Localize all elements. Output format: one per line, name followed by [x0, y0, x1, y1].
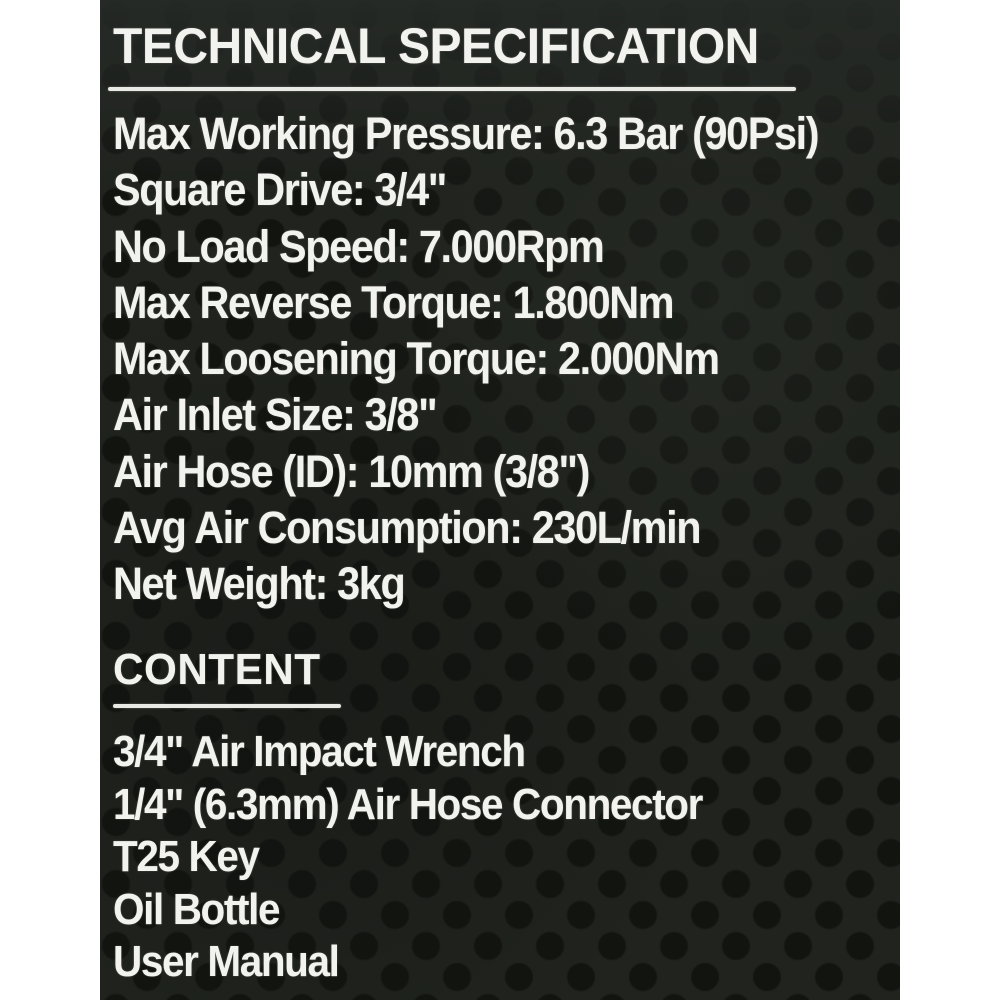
spec-line-max-working-pressure: Max Working Pressure: 6.3 Bar (90Psi)	[113, 108, 819, 159]
spec-line-net-weight: Net Weight: 3kg	[113, 558, 405, 610]
content-item-user-manual: User Manual	[113, 937, 339, 987]
content-section-title: CONTENT	[113, 645, 321, 694]
spec-panel	[100, 0, 900, 1000]
spec-line-avg-air-consumption: Avg Air Consumption: 230L/min	[113, 502, 701, 554]
content-title-underline	[113, 704, 341, 708]
spec-title-underline	[108, 87, 796, 91]
spec-line-max-loosening-torque: Max Loosening Torque: 2.000Nm	[113, 333, 719, 385]
spec-list	[113, 106, 818, 613]
spec-line-square-drive: Square Drive: 3/4"	[113, 164, 447, 216]
content-item-impact-wrench: 3/4" Air Impact Wrench	[113, 727, 525, 776]
spec-line-no-load-speed: No Load Speed: 7.000Rpm	[113, 220, 604, 272]
spec-line-air-inlet-size: Air Inlet Size: 3/8"	[113, 389, 437, 441]
spec-line-max-reverse-torque: Max Reverse Torque: 1.800Nm	[113, 276, 674, 328]
content-list	[113, 726, 702, 989]
spec-line-air-hose-id: Air Hose (ID): 10mm (3/8")	[113, 445, 590, 497]
content-item-t25-key: T25 Key	[113, 832, 259, 882]
content-item-hose-connector: 1/4" (6.3mm) Air Hose Connector	[113, 779, 703, 829]
spec-section-title: TECHNICAL SPECIFICATION	[113, 18, 759, 74]
content-item-oil-bottle: Oil Bottle	[113, 884, 280, 934]
